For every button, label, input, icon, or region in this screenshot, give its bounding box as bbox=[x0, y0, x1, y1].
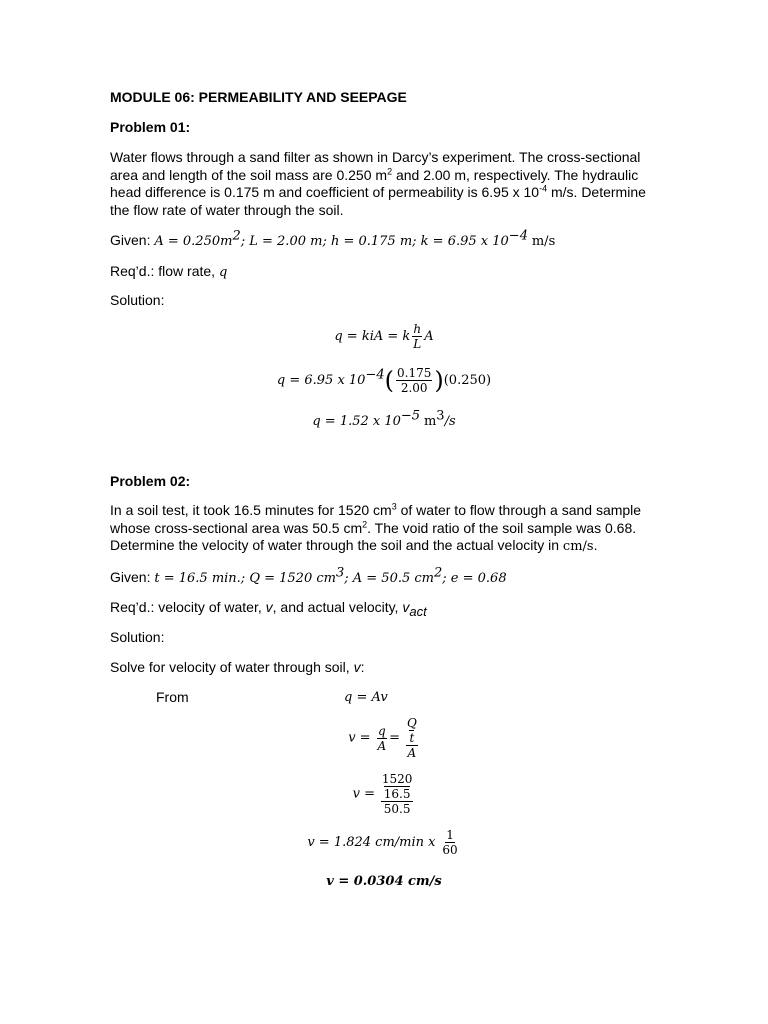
problem-01-solution-label: Solution: bbox=[110, 292, 165, 308]
problem-01-required: Req’d.: flow rate, q bbox=[110, 263, 228, 280]
problem-01-equation-3: q = 1.52 x $10^{-5}$ $m^3/s$ bbox=[312, 408, 456, 429]
equation-q-equals-av: q = Av bbox=[344, 690, 388, 705]
problem-02-solution-label: Solution: bbox=[110, 629, 165, 645]
statement-line: In a soil test, it took 16.5 minutes for 1520 $cm^3$ of water to flow through a sand sample bbox=[110, 501, 642, 518]
problem-02-solve-text: Solve for velocity of water through soil, v: bbox=[110, 659, 365, 675]
equation-v-per-min: v = 1.824 cm/min x $\frac{1}{60}$ bbox=[307, 828, 458, 857]
equation-v-numeric: v = 1520 16.5 50.5 bbox=[352, 772, 413, 816]
statement-line: Determine the velocity of water through the soil and the actual velocity in cm/s. bbox=[110, 537, 598, 554]
problem-01-equation-1: q = kiA = k $\frac{h}{L}$ A bbox=[334, 322, 434, 351]
statement-line: whose cross-sectional area was 50.5 $cm^2$. The void ratio of the soil sample was 0.68. bbox=[110, 518, 637, 536]
statement-line: area and length of the soil mass are 0.250 $m^2$ and 2.00 m, respectively. The hydraulic bbox=[110, 165, 639, 183]
equation-v-result: v = 0.0304 cm/s bbox=[326, 874, 442, 889]
problem-01-equation-2: q = 6.95 x $10^{-4}$( $\frac{0.175}{2.00}$ )(0.250) bbox=[276, 366, 492, 395]
problem-01-given: Given: $A = 0.250m^2$; L = 2.00 m; h = 0.175 m; k = 6.95 x $10^{-4}$ m/s bbox=[110, 228, 556, 249]
problem-02-given: Given: t = 16.5 min.; Q = 1520 $cm^3$; A = 50.5 $cm^2$; e = 0.68 bbox=[110, 565, 507, 586]
problem-02-statement bbox=[110, 502, 670, 556]
equation-v-q-over-a: v = $\frac{q}{A}$ = Q t A bbox=[348, 716, 417, 760]
from-label: From bbox=[156, 689, 189, 705]
statement-line: Water flows through a sand filter as shown in Darcy’s experiment. The cross-sectional bbox=[110, 149, 641, 165]
problem-01-heading: Problem 01: bbox=[110, 119, 191, 135]
problem-02-heading: Problem 02: bbox=[110, 473, 191, 489]
module-title: MODULE 06: PERMEABILITY AND SEEPAGE bbox=[110, 89, 407, 105]
problem-01-statement bbox=[110, 149, 670, 219]
problem-02-required: Req’d.: velocity of water, v, and actual velocity, $v_{act}$ bbox=[110, 599, 427, 619]
statement-line: head difference is 0.175 m and coefficient of permeability is 6.95 x $10^{-4}$ m/s. Determine bbox=[110, 183, 646, 200]
statement-line: the flow rate of water through the soil. bbox=[110, 201, 344, 218]
